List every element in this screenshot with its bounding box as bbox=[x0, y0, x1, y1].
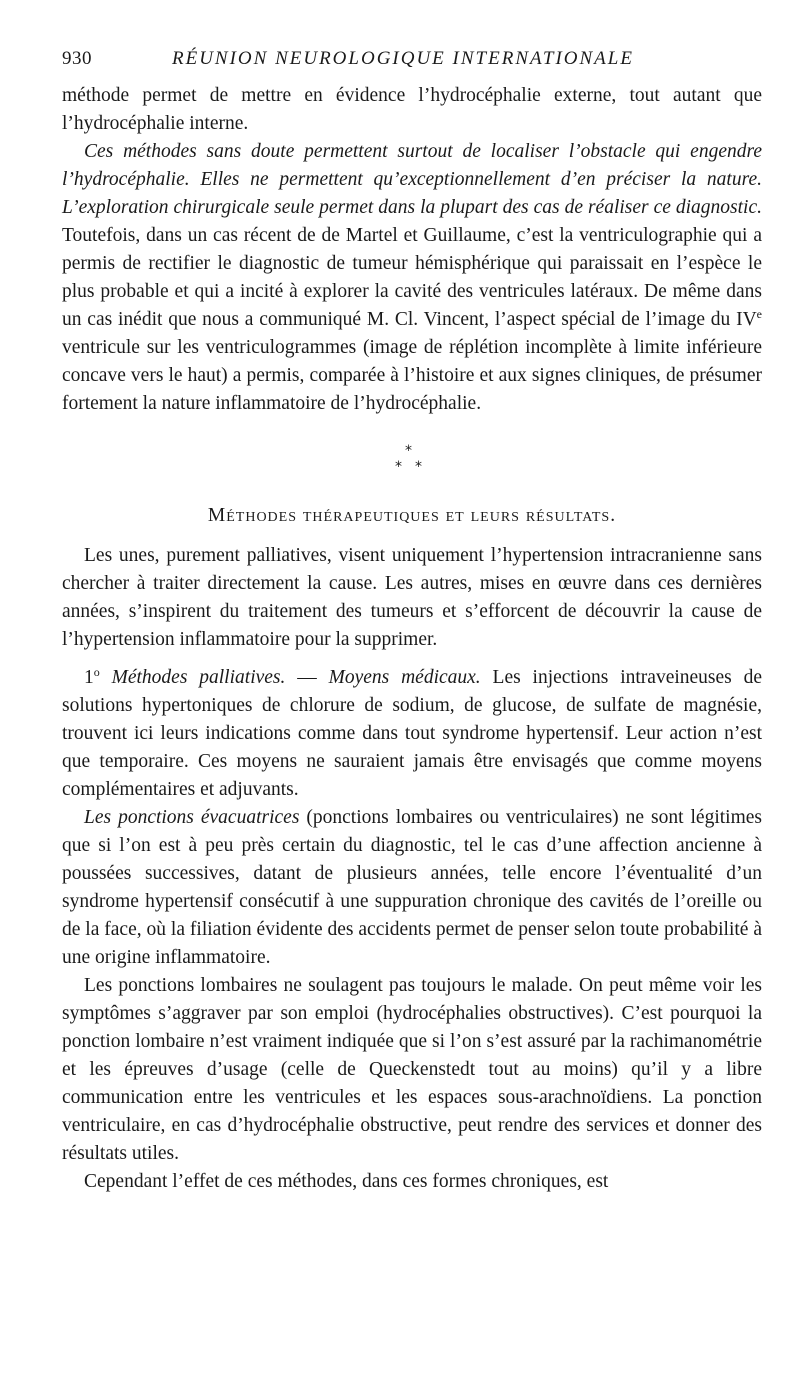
italic-text: Les ponctions évacuatrices bbox=[84, 807, 300, 828]
paragraph-text: Les injections intraveineuses de solutions hypertoniques de chlorure de sodium, de glucose, de sulfate de magnésie, trouvent ici leurs indications comme dans tout syndrome hypertensif. Leur action n’est que temporaire. Ces moyens ne sauraient jamais être envisagés que comme moyens complémentaires et adjuvants. bbox=[62, 667, 763, 800]
italic-text: Moyens médicaux. bbox=[328, 667, 481, 688]
dash: — bbox=[285, 667, 329, 688]
body-text bbox=[62, 82, 762, 1196]
paragraph-evacuating-punctures bbox=[62, 804, 762, 972]
star-icon: * bbox=[395, 459, 402, 475]
paragraph-text: Les ponctions lombaires ne soulagent pas toujours le malade. On peut même voir les symptômes s’aggraver par son emploi (hydrocéphalies obstructives). C’est pourquoi la ponction lombaire n’est vraiment indiquée que si l’on s’est assuré par la rachimanométrie et les épreuves d’usage (celle de Queckenstedt tout au moins) qu’il y a libre communication entre les ventricules et les espaces sous-arachnoïdiens. La ponction ventriculaire, en cas d’hydrocéphalie obstructive, peut rendre des services et donner des résultats utiles. bbox=[62, 975, 762, 1164]
superscript: o bbox=[93, 665, 100, 679]
paragraph-text: Toutefois, dans un cas récent de de Martel et Guillaume, c’est la ventriculographie qui a permis de rectifier le diagnostic de tumeur hémisphérique qui paraissait en l’espèce le plus probable et qui a incité à explorer la cavité des ventricules latéraux. De même dans un cas inédit que nous a communiqué M. Cl. Vincent, l’aspect spécial de l’image du IV bbox=[62, 225, 762, 330]
paragraph-continuation bbox=[62, 82, 762, 138]
page bbox=[62, 48, 762, 1196]
asterism-separator bbox=[62, 432, 762, 488]
paragraph-final bbox=[62, 1168, 762, 1196]
running-head bbox=[62, 48, 762, 82]
paragraph-therapeutic-intro bbox=[62, 542, 762, 654]
running-title: RÉUNION NEUROLOGIQUE INTERNATIONALE bbox=[172, 48, 634, 69]
paragraph-methods-limits bbox=[62, 138, 762, 418]
paragraph-text: ventricule sur les ventriculogrammes (image de réplétion incomplète à limite inférieure concave vers le haut) a permis, comparée à l’histoire et aux signes cliniques, de présumer fortement la nature inflammatoire de l’hydrocéphalie. bbox=[62, 337, 762, 414]
paragraph-lumbar-punctures bbox=[62, 972, 762, 1168]
italic-text: Méthodes palliatives. bbox=[111, 667, 286, 688]
paragraph-text: Les unes, purement palliatives, visent uniquement l’hypertension intracranienne sans chercher à traiter directement la cause. Les autres, mises en œuvre dans ces dernières années, s’inspirent du traitement des tumeurs et s’efforcent de découvrir la cause de l’hypertension inflammatoire pour la supprimer. bbox=[62, 545, 762, 650]
superscript: e bbox=[756, 307, 762, 321]
section-heading: Méthodes thérapeutiques et leurs résultats. bbox=[207, 505, 617, 526]
paragraph-text: (ponctions lombaires ou ventriculaires) ne sont légitimes que si l’on est à peu près certain du diagnostic, tel le cas d’une affection ancienne à poussées successives, datant de plusieurs années, telle encore l’éventualité d’un syndrome hypertensif consécutif à une suppuration chronique des cavités de l’oreille ou de la face, où la filiation évidente des accidents permet de penser selon toute probabilité à une origine inflammatoire. bbox=[62, 807, 762, 968]
paragraph-text: Cependant l’effet de ces méthodes, dans ces formes chroniques, est bbox=[84, 1171, 609, 1192]
italic-text: Ces méthodes sans doute permettent surtout de localiser l’obstacle qui engendre l’hydrocéphalie. Elles ne permettent qu’exceptionnellement d’en préciser la nature. L’exploration chirurgicale seule permet dans la plupart des cas de réaliser ce diagnostic. bbox=[62, 141, 762, 218]
star-icon: * bbox=[415, 459, 422, 475]
paragraph-text: méthode permet de mettre en évidence l’hydrocéphalie externe, tout autant que l’hydrocéphalie interne. bbox=[62, 85, 762, 134]
list-number: 1 bbox=[84, 667, 94, 688]
page-number: 930 bbox=[62, 48, 92, 69]
paragraph-palliative-methods bbox=[62, 664, 762, 804]
star-icon: * bbox=[405, 443, 412, 459]
